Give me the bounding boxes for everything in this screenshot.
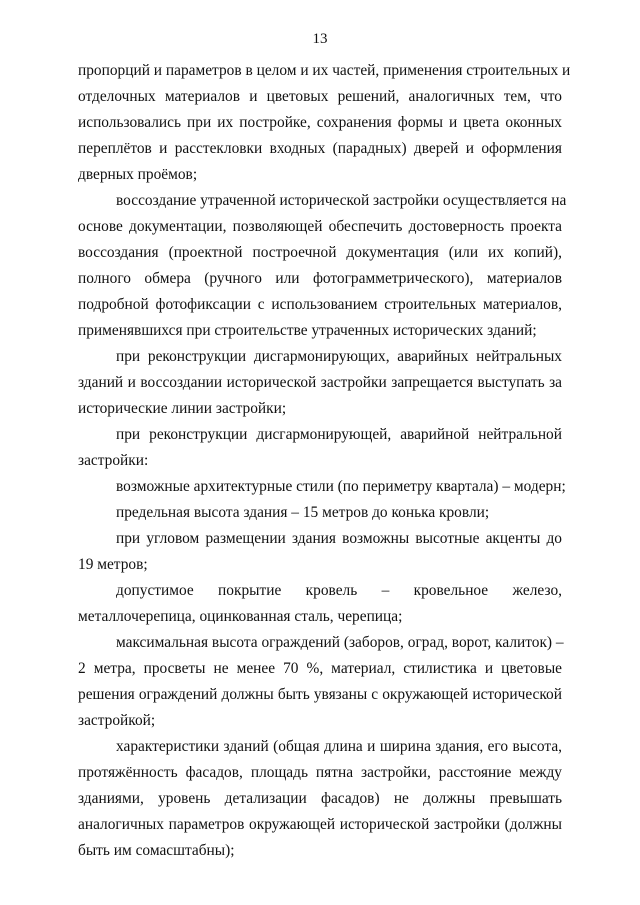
- text-line: протяжённость фасадов, площадь пятна застройки, расстояние между: [78, 764, 562, 781]
- paragraph: [78, 188, 567, 344]
- text-line: основе документации, позволяющей обеспечить достоверность проекта: [78, 218, 562, 235]
- text-line: 2 метра, просветы не менее 70 %, материал, стилистика и цветовые: [78, 660, 562, 677]
- paragraph: [78, 734, 562, 864]
- text-line: решения ограждений должны быть увязаны с окружающей исторической: [78, 686, 562, 703]
- text-line: полного обмера (ручного или фотограмметрического), материалов: [78, 270, 562, 287]
- text-line: застройкой;: [78, 712, 156, 729]
- text-line: применявшихся при строительстве утраченных исторических зданий;: [78, 322, 537, 339]
- text-line: воссоздания (проектной построечной документация (или их копий),: [78, 244, 562, 261]
- text-line: 19 метров;: [78, 556, 148, 573]
- text-line: предельная высота здания – 15 метров до конька кровли;: [116, 504, 490, 521]
- text-line: подробной фотофиксации с использованием строительных материалов,: [78, 296, 562, 313]
- text-line: максимальная высота ограждений (заборов, оград, ворот, калиток) –: [116, 634, 564, 651]
- text-line: быть им сомасштабны);: [78, 842, 235, 859]
- text-line: характеристики зданий (общая длина и ширина здания, его высота,: [116, 738, 562, 755]
- paragraph: [78, 474, 566, 500]
- text-line: металлочерепица, оцинкованная сталь, черепица;: [78, 608, 403, 625]
- text-line: при реконструкции дисгармонирующей, аварийной нейтральной: [116, 426, 562, 443]
- text-line: возможные архитектурные стили (по периметру квартала) – модерн;: [116, 478, 566, 495]
- text-line: при угловом размещении здания возможны высотные акценты до: [116, 530, 562, 547]
- page-number: 13: [312, 31, 328, 47]
- paragraph: [78, 500, 562, 526]
- text-line: зданий и воссоздании исторической застройки запрещается выступать за: [78, 374, 562, 391]
- paragraph: [78, 526, 562, 578]
- document-body: [78, 58, 571, 864]
- text-line: исторические линии застройки;: [78, 400, 287, 417]
- paragraph: [78, 630, 562, 734]
- text-line: дверных проёмов;: [78, 166, 198, 183]
- paragraph: [78, 578, 562, 630]
- paragraph: [78, 422, 562, 474]
- text-line: допустимое покрытие кровель – кровельное железо,: [116, 582, 562, 599]
- text-line: при реконструкции дисгармонирующих, аварийных нейтральных: [116, 348, 562, 365]
- text-line: пропорций и параметров в целом и их частей, применения строительных и: [78, 62, 571, 79]
- text-line: переплётов и расстекловки входных (парадных) дверей и оформления: [78, 140, 562, 157]
- text-line: воссоздание утраченной исторической застройки осуществляется на: [116, 192, 567, 209]
- text-line: зданиями, уровень детализации фасадов) не должны превышать: [78, 790, 562, 807]
- paragraph: [78, 58, 571, 188]
- text-line: аналогичных параметров окружающей исторической застройки (должны: [78, 816, 562, 833]
- text-line: отделочных материалов и цветовых решений, аналогичных тем, что: [78, 88, 562, 105]
- text-line: использовались при их постройке, сохранения формы и цвета оконных: [78, 114, 562, 131]
- text-line: застройки:: [78, 452, 149, 469]
- paragraph: [78, 344, 562, 422]
